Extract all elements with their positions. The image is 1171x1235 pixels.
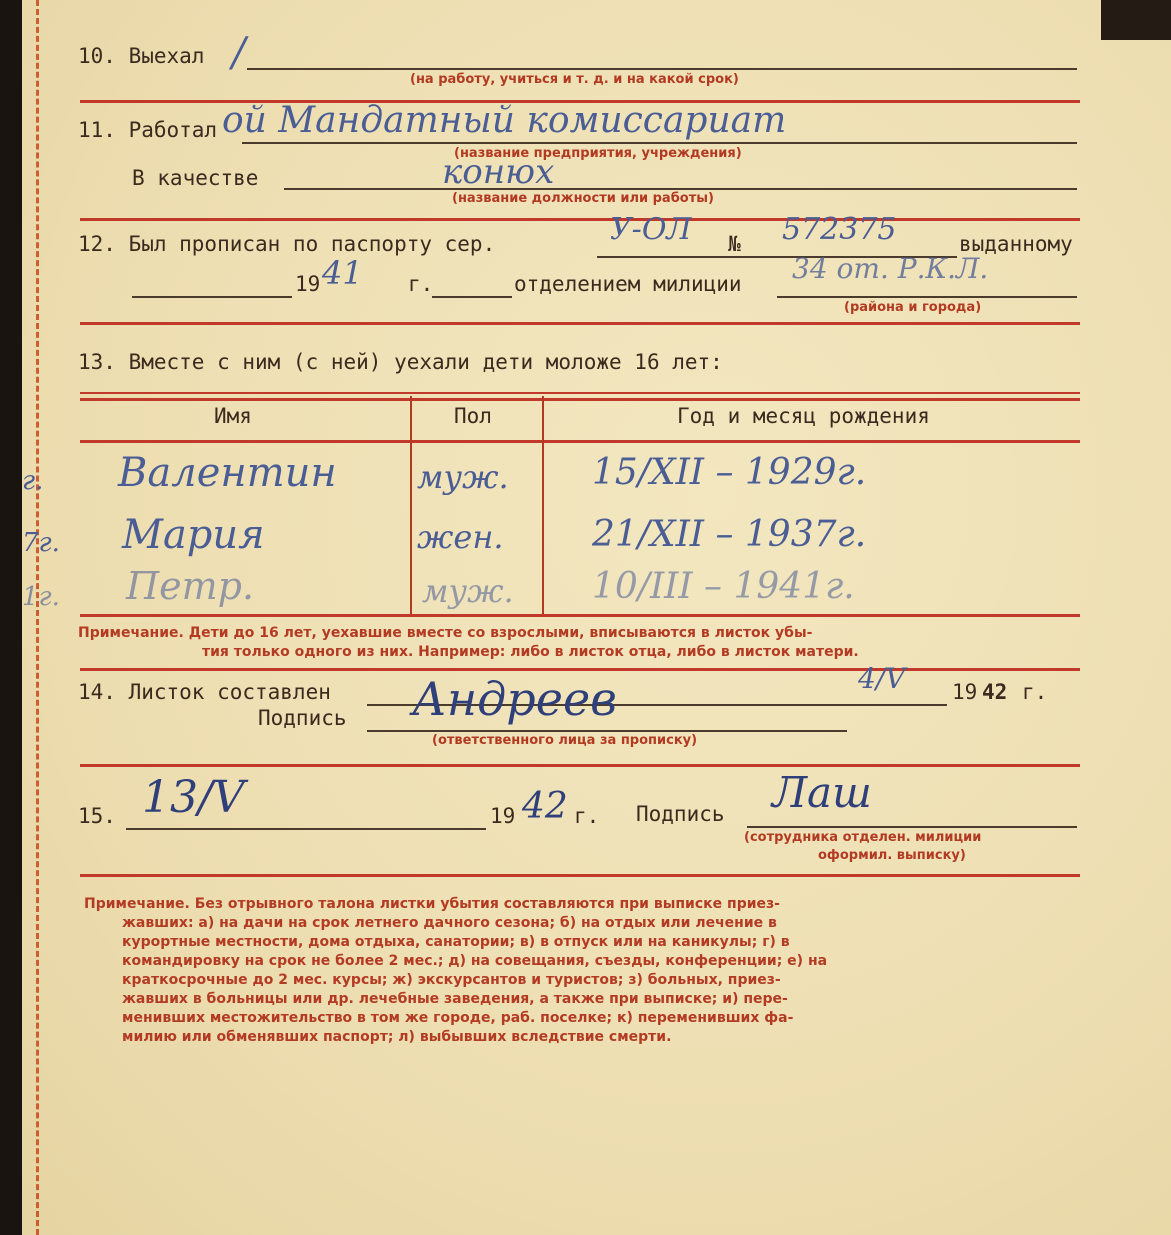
divider-11 — [80, 218, 1080, 221]
section-11-line — [242, 142, 1077, 144]
perforation-edge — [36, 0, 39, 1235]
section-14-year-suffix: г. — [1022, 680, 1048, 704]
divider-12 — [80, 322, 1080, 325]
section-15-sign-label: Подпись — [636, 802, 725, 826]
section-10-line — [247, 68, 1077, 70]
section-11-label: 11. Работал — [78, 118, 218, 142]
section-11-role-caption: (название должности или работы) — [452, 191, 714, 206]
footer-note-line: жавших: а) на дачи на срок летнего дачного сезона; б) на отдых или лечение в — [122, 915, 777, 931]
section-14-signature: Андреев — [412, 672, 617, 726]
section-15-line — [126, 828, 486, 830]
section-12-text: 12. Был прописан по паспорту сер. — [78, 232, 496, 256]
child-name: Петр. — [126, 564, 255, 608]
child-birth: 10/III – 1941г. — [592, 566, 855, 607]
section-15-signature: Лаш — [772, 768, 872, 817]
section-15-label: 15. — [78, 804, 116, 828]
header-name: Имя — [214, 404, 252, 428]
divider-15 — [80, 874, 1080, 877]
section-11-caption: (название предприятия, учреждения) — [454, 146, 742, 161]
section-12-year-line — [432, 296, 512, 298]
child-birth: 21/XII – 1937г. — [592, 514, 867, 555]
footer-note-line: жавших в больницы или др. лечебные заведения, а также при выписке; и) пере- — [122, 991, 788, 1007]
footer-note-line: командировку на срок не более 2 мес.; д) на совещания, съезды, конференции; е) на — [122, 953, 828, 969]
section-14-caption: (ответственного лица за прописку) — [432, 733, 698, 748]
section-14-year: 42 — [982, 680, 1008, 704]
form-sheet — [22, 0, 1171, 1235]
passport-number: 572375 — [782, 212, 897, 247]
section-10-label: 10. Выехал — [78, 44, 205, 68]
section-12-date-line — [132, 296, 292, 298]
section-11-role-line — [284, 188, 1077, 190]
table-divider-1 — [410, 396, 412, 614]
section-14-date: 4/V — [858, 662, 906, 695]
child-sex: муж. — [422, 572, 514, 610]
child-name: Мария — [122, 512, 265, 558]
section-14-sign-label: Подпись — [258, 706, 347, 730]
footer-note-line: менивших местожительство в том же городе, раб. поселке; к) переменивших фа- — [122, 1010, 794, 1026]
child-birth: 15/XII – 1929г. — [592, 452, 867, 493]
divider-13 — [80, 668, 1080, 671]
section-13-title: 13. Вместе с ним (с ней) уехали дети моложе 16 лет: — [78, 350, 723, 374]
section-15-year-suffix: г. — [574, 804, 600, 828]
table-top-line-2 — [80, 398, 1080, 401]
header-birth: Год и месяц рождения — [677, 404, 930, 428]
child-name: Валентин — [118, 450, 337, 496]
section-15-year-prefix: 19 — [490, 804, 516, 828]
section-14-year-prefix: 19 — [952, 680, 978, 704]
section-15-caption-2: оформил. выписку) — [818, 848, 966, 863]
section-15-sign-line — [747, 826, 1077, 828]
section-11-role-value: конюх — [442, 152, 555, 192]
section-10-value: / — [232, 30, 246, 76]
passport-issued: выданному — [959, 232, 1073, 256]
section-12-caption: (района и города) — [844, 300, 982, 315]
passport-series: У-ОЛ — [610, 212, 692, 247]
section-14-sign-line — [367, 730, 847, 732]
footer-note-line: краткосрочные до 2 мес. курсы; ж) экскурсантов и туристов; з) больных, приез- — [122, 972, 781, 988]
section-12-year-prefix: 19 — [295, 272, 321, 296]
police-value: 34 от. Р.К.Л. — [792, 252, 989, 285]
table-bottom-line — [80, 614, 1080, 617]
section-13-note-2: тия только одного из них. Например: либо в листок отца, либо в листок матери. — [202, 644, 859, 660]
row-mark: 1г. — [22, 582, 60, 612]
passport-no-sign: № — [728, 232, 741, 256]
section-10-caption: (на работу, учиться и т. д. и на какой срок) — [410, 72, 739, 87]
child-sex: жен. — [417, 518, 504, 556]
section-12-year-suffix: г. — [408, 272, 434, 296]
police-line — [777, 296, 1077, 298]
torn-corner — [1101, 0, 1171, 40]
row-mark: 7г. — [22, 528, 60, 558]
footer-note-line: курортные местности, дома отдыха, санатории; в) в отпуск или на каникулы; г) в — [122, 934, 790, 950]
section-11-value: ой Мандатный комиссариат — [222, 100, 787, 141]
section-11-role-label: В качестве — [132, 166, 259, 190]
row-mark: г. — [22, 466, 44, 496]
police-label: отделением милиции — [514, 272, 742, 296]
table-header-line — [80, 440, 1080, 443]
section-12-year: 41 — [322, 254, 363, 292]
section-15-caption-1: (сотрудника отделен. милиции — [744, 830, 982, 845]
section-15-date: 13/V — [142, 772, 245, 823]
table-divider-2 — [542, 396, 544, 614]
child-sex: муж. — [417, 458, 509, 496]
section-13-note-1: Примечание. Дети до 16 лет, уехавшие вместе со взрослыми, вписываются в листок убы- — [78, 625, 813, 641]
footer-note-line: Примечание. Без отрывного талона листки убытия составляются при выписке приез- — [84, 896, 780, 912]
section-14-label: 14. Листок составлен — [78, 680, 331, 704]
divider-14 — [80, 764, 1080, 767]
footer-note-line: милию или обменявших паспорт; л) выбывших вследствие смерти. — [122, 1029, 672, 1045]
section-15-year: 42 — [522, 786, 568, 827]
header-sex: Пол — [454, 404, 492, 428]
table-top-line — [80, 392, 1080, 394]
